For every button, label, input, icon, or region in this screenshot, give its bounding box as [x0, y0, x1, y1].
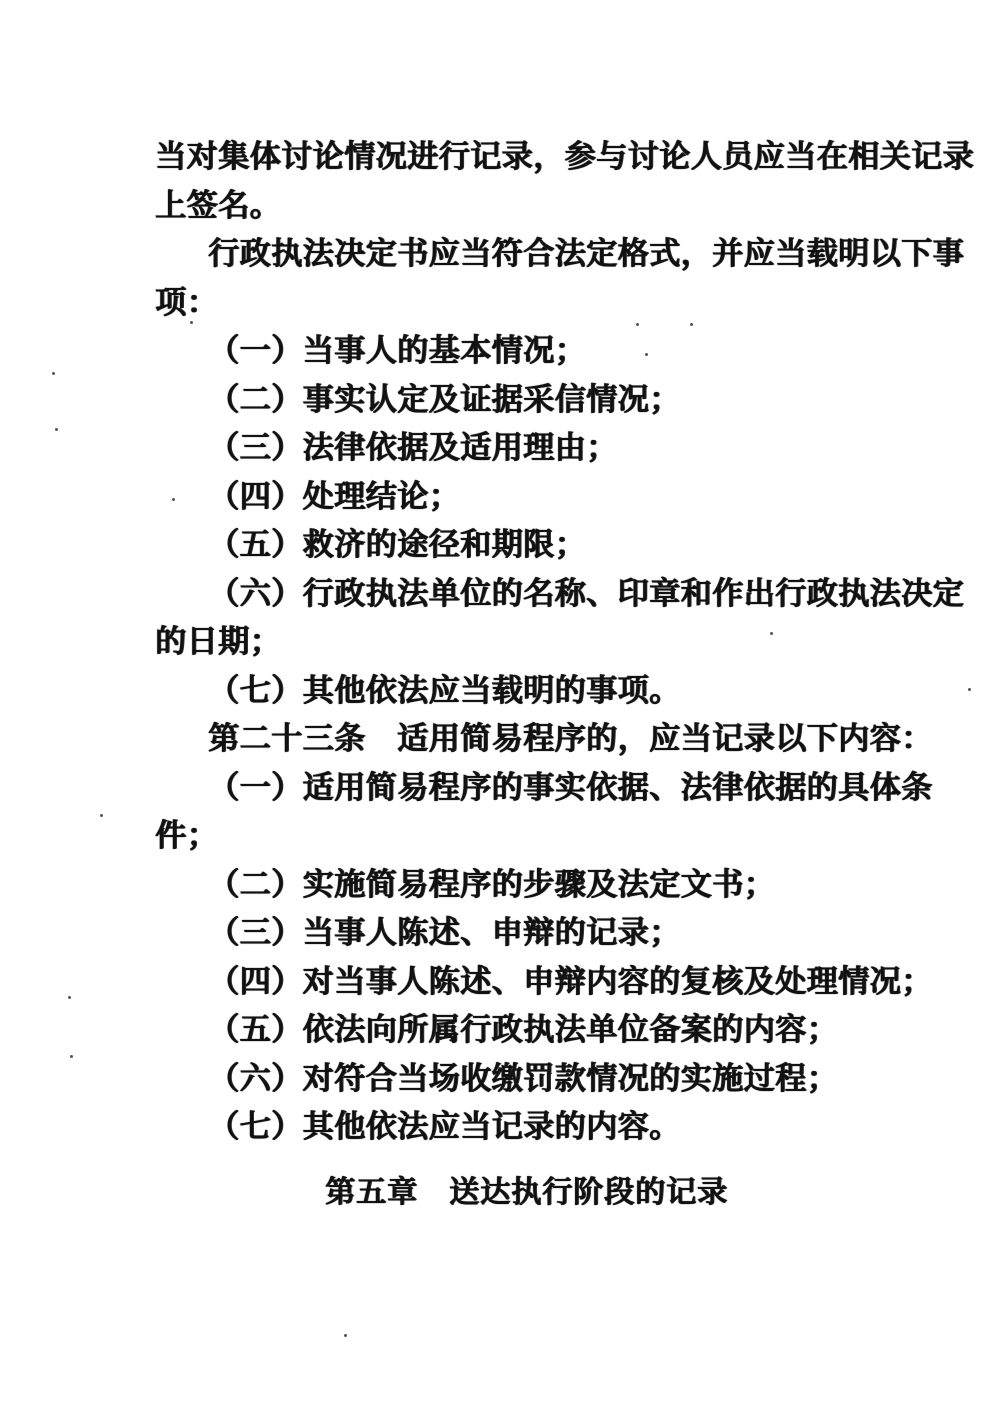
simple-item-3: （三）当事人陈述、申辩的记录；: [208, 915, 681, 951]
decision-item-6: （六）行政执法单位的名称、印章和作出行政执法决定: [208, 576, 964, 612]
paragraph-1-line-1: 当对集体讨论情况进行记录，参与讨论人员应当在相关记录: [155, 139, 974, 175]
scan-speck: [344, 1334, 347, 1337]
simple-item-1: （一）适用简易程序的事实依据、法律依据的具体条: [208, 770, 933, 806]
scan-speck: [70, 1055, 73, 1058]
chapter-heading: 第五章 送达执行阶段的记录: [325, 1175, 728, 1210]
scan-speck: [55, 428, 58, 431]
scan-speck: [968, 688, 971, 691]
decision-item-2: （二）事实认定及证据采信情况；: [208, 382, 681, 418]
simple-item-4: （四）对当事人陈述、申辩内容的复核及处理情况；: [208, 964, 933, 1000]
scan-speck: [190, 321, 193, 324]
decision-item-7: （七）其他依法应当载明的事项。: [208, 673, 681, 709]
decision-item-3: （三）法律依据及适用理由；: [208, 430, 618, 466]
simple-item-7: （七）其他依法应当记录的内容。: [208, 1109, 681, 1145]
decision-item-6-continued: 的日期；: [155, 624, 281, 660]
scan-speck: [52, 372, 55, 375]
decision-item-4: （四）处理结论；: [208, 479, 460, 515]
scan-speck: [172, 498, 175, 501]
article-23-heading: 第二十三条 适用简易程序的，应当记录以下内容：: [208, 721, 933, 757]
paragraph-2-line-1: 行政执法决定书应当符合法定格式，并应当载明以下事: [208, 236, 964, 272]
scan-speck: [100, 814, 103, 817]
paragraph-1-line-2: 上签名。: [155, 188, 281, 224]
decision-item-5: （五）救济的途径和期限；: [208, 527, 586, 563]
simple-item-6: （六）对符合当场收缴罚款情况的实施过程；: [208, 1061, 838, 1097]
paragraph-2-line-2: 项：: [155, 285, 218, 321]
scan-speck: [645, 353, 648, 356]
scan-speck: [636, 323, 639, 326]
scan-speck: [770, 632, 773, 635]
simple-item-2: （二）实施简易程序的步骤及法定文书；: [208, 867, 775, 903]
scan-speck: [68, 996, 71, 999]
scan-speck: [690, 323, 693, 326]
decision-item-1: （一）当事人的基本情况；: [208, 333, 586, 369]
simple-item-1-continued: 件；: [155, 818, 218, 854]
simple-item-5: （五）依法向所属行政执法单位备案的内容；: [208, 1012, 838, 1048]
